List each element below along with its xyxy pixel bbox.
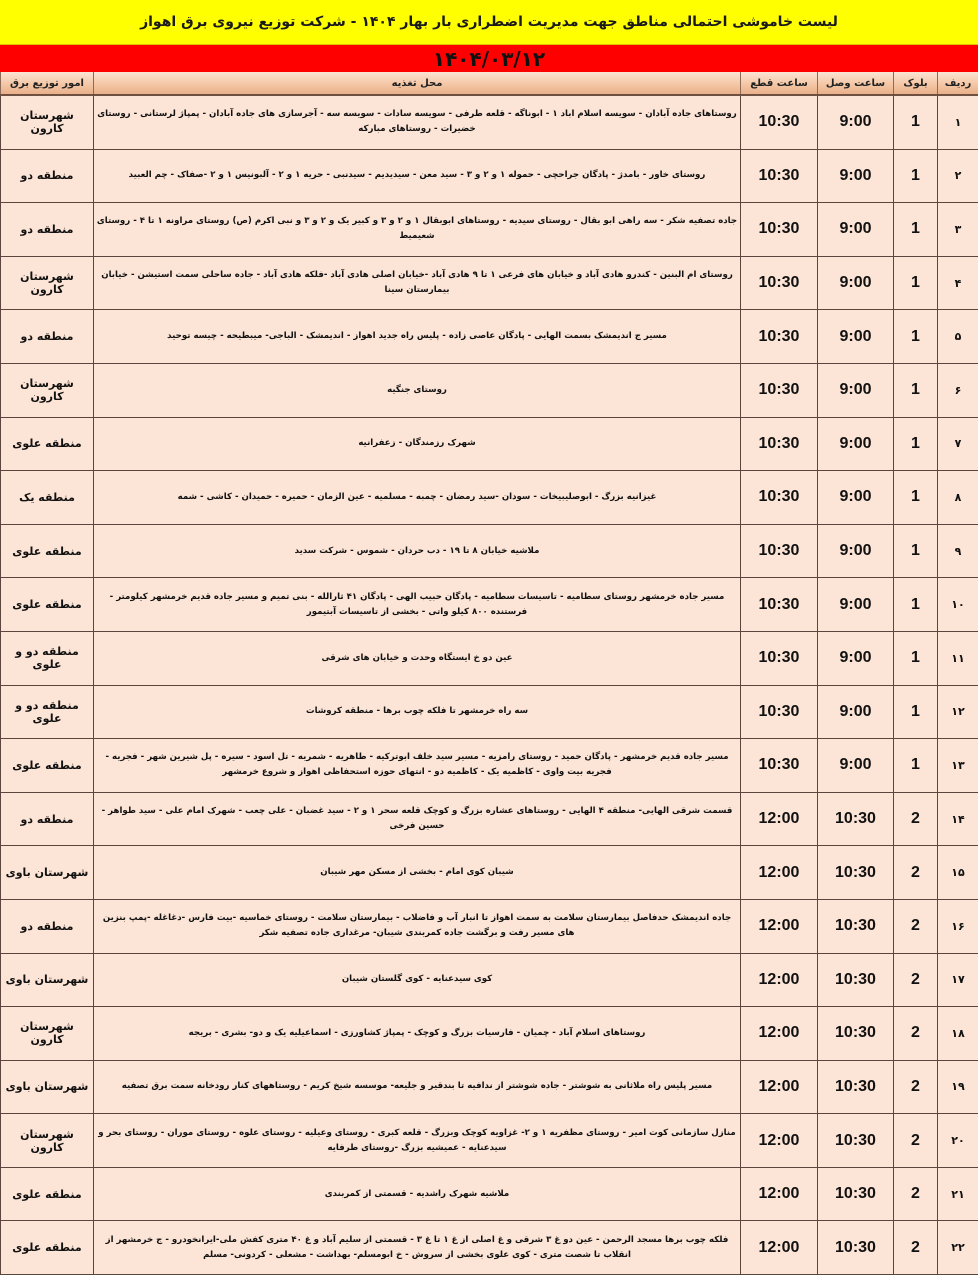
feed-location: عین دو خ ایستگاه وحدت و خیابان های شرقی [94, 631, 741, 685]
connect-time: 9:00 [818, 685, 894, 739]
row-number: ۱۰ [938, 578, 978, 632]
column-header-block: بلوک [894, 72, 938, 95]
feed-location: سه راه خرمشهر تا فلکه چوب برها - منطقه کروشات [94, 685, 741, 739]
connect-time: 10:30 [818, 899, 894, 953]
feed-location: روستای ام البنین - کندرو هادی آباد و خیابان های فرعی ۱ تا ۹ هادی آباد -خیابان اصلی هادی آباد -فلکه هادی آباد - جاده ساحلی سمت استیشن - خیابان بیمارستان سینا [94, 256, 741, 310]
distribution-district: منطقه یک [1, 471, 94, 525]
connect-time: 9:00 [818, 310, 894, 364]
table-row [1, 899, 978, 953]
row-number: ۹ [938, 524, 978, 578]
feed-location: غیزانیه بزرگ - ابوصلیبیخات - سودان -سید رمضان - چمبه - مسلمیه - عین الزمان - حمیره - حمیدان - کاشی - شمه [94, 471, 741, 525]
table-row [1, 256, 978, 310]
outage-schedule-table [0, 72, 978, 1275]
table-row [1, 203, 978, 257]
feed-location: شهرک رزمندگان - زعفرانیه [94, 417, 741, 471]
table-row [1, 1167, 978, 1221]
row-number: ۵ [938, 310, 978, 364]
block-number: 1 [894, 149, 938, 203]
table-row [1, 1221, 978, 1275]
distribution-district: منطقه دو [1, 792, 94, 846]
feed-location: روستای خاور - بامدژ - پادگان جراحچی - حموله ۱ و ۲ و ۳ - سید معن - سیدیدیم - سیدنبی - حریه ۱ و ۲ - آلبونیس ۱ و ۲ -صفاک - چم العبید [94, 149, 741, 203]
connect-time: 9:00 [818, 149, 894, 203]
schedule-date: ۱۴۰۴/۰۳/۱۲ [0, 45, 978, 72]
cut-time: 10:30 [741, 685, 818, 739]
block-number: 1 [894, 631, 938, 685]
connect-time: 9:00 [818, 256, 894, 310]
feed-location: قسمت شرقی الهایی- منطقه ۴ الهایی - روستاهای عشاره بزرگ و کوچک قلعه سحر ۱ و ۲ - سید غضبان - علی چعب - شهرک امام علی - سید طواهر - حسین فرخی [94, 792, 741, 846]
feed-location: روستاهای جاده آبادان - سویسه اسلام اباد ۱ - ابوناگه - قلعه طرفی - سویسه سادات - سویسه سه - آجرسازی های جاده آبادان - پمپاژ لرستانی - روستای خضیرات - روستاهای مبارکه [94, 95, 741, 149]
distribution-district: منطقه دو [1, 149, 94, 203]
block-number: 2 [894, 1060, 938, 1114]
column-header-location: محل تغذیه [94, 72, 741, 95]
table-row [1, 739, 978, 793]
feed-location: مسیر جاده قدیم خرمشهر - پادگان حمید - روستای رامزیه - مسیر سید خلف ابوترکیه - طاهریه - شمریه - تل اسود - سیره - پل شیرین شهر - فجریه - فجریه بیت واوی - کاظمیه یک - کاظمیه دو - انتهای حوزه استحفاظی اهواز و شروع خرمشهر [94, 739, 741, 793]
distribution-district: شهرستان کارون [1, 95, 94, 149]
column-header-cut-time: ساعت قطع [741, 72, 818, 95]
feed-location: روستاهای اسلام آباد - چمیان - فارسیات بزرگ و کوچک - پمپاژ کشاورزی - اسماعیلیه یک و دو- بشری - بریجه [94, 1007, 741, 1061]
table-row [1, 471, 978, 525]
connect-time: 10:30 [818, 1060, 894, 1114]
row-number: ۱ [938, 95, 978, 149]
feed-location: منازل سازمانی کوت امیر - روستای مظفریه ۱ و ۲- غزاویه کوچک وبزرگ - قلعه کبری - روستای وعیلیه - روستای علوه - روستای موران - روستای بحر و سیدعنایه - عمیشیه بزرگ -روستای طرفایه [94, 1114, 741, 1168]
row-number: ۲ [938, 149, 978, 203]
block-number: 2 [894, 1167, 938, 1221]
block-number: 1 [894, 417, 938, 471]
block-number: 1 [894, 310, 938, 364]
connect-time: 9:00 [818, 417, 894, 471]
feed-location: کوی سیدعنایه - کوی گلستان شیبان [94, 953, 741, 1007]
row-number: ۶ [938, 363, 978, 417]
block-number: 1 [894, 524, 938, 578]
connect-time: 9:00 [818, 631, 894, 685]
feed-location: جاده اندیمشک حدفاصل بیمارستان سلامت به سمت اهواز تا انبار آب و فاضلاب - بیمارستان سلامت - روستای خماسیه -بیت فارس -دغاغله -پمپ بنزین های مسیر رفت و برگشت جاده کمربندی شیبان- مرغداری جاده تصفیه شکر [94, 899, 741, 953]
connect-time: 9:00 [818, 363, 894, 417]
connect-time: 9:00 [818, 524, 894, 578]
cut-time: 10:30 [741, 417, 818, 471]
column-header-district: امور توزیع برق [1, 72, 94, 95]
table-row [1, 95, 978, 149]
row-number: ۳ [938, 203, 978, 257]
block-number: 2 [894, 899, 938, 953]
feed-location: روستای جنگیه [94, 363, 741, 417]
table-row [1, 578, 978, 632]
connect-time: 10:30 [818, 1114, 894, 1168]
cut-time: 12:00 [741, 1060, 818, 1114]
distribution-district: منطقه علوی [1, 524, 94, 578]
table-row [1, 1060, 978, 1114]
block-number: 1 [894, 363, 938, 417]
connect-time: 9:00 [818, 739, 894, 793]
table-row [1, 310, 978, 364]
feed-location: شیبان کوی امام - بخشی از مسکن مهر شیبان [94, 846, 741, 900]
cut-time: 12:00 [741, 846, 818, 900]
row-number: ۱۸ [938, 1007, 978, 1061]
distribution-district: منطقه علوی [1, 417, 94, 471]
cut-time: 10:30 [741, 203, 818, 257]
connect-time: 9:00 [818, 203, 894, 257]
cut-time: 10:30 [741, 310, 818, 364]
cut-time: 10:30 [741, 578, 818, 632]
cut-time: 12:00 [741, 953, 818, 1007]
distribution-district: منطقه علوی [1, 739, 94, 793]
distribution-district: منطقه دو [1, 203, 94, 257]
block-number: 2 [894, 846, 938, 900]
distribution-district: شهرستان کارون [1, 256, 94, 310]
connect-time: 10:30 [818, 1007, 894, 1061]
feed-location: جاده تصفیه شکر - سه راهی ابو بقال - روستای سیدیه - روستاهای ابوبقال ۱ و ۲ و ۳ و کبیر یک و ۲ و ۳ و نبی اکرم (ص) روستای مراونه ۱ تا ۴ - روستای شعیمیط [94, 203, 741, 257]
block-number: 2 [894, 1007, 938, 1061]
cut-time: 10:30 [741, 95, 818, 149]
row-number: ۱۴ [938, 792, 978, 846]
block-number: 1 [894, 739, 938, 793]
table-row [1, 631, 978, 685]
table-row [1, 685, 978, 739]
distribution-district: منطقه علوی [1, 578, 94, 632]
block-number: 1 [894, 95, 938, 149]
cut-time: 10:30 [741, 471, 818, 525]
distribution-district: منطقه دو [1, 899, 94, 953]
row-number: ۴ [938, 256, 978, 310]
cut-time: 12:00 [741, 1221, 818, 1275]
row-number: ۲۱ [938, 1167, 978, 1221]
cut-time: 10:30 [741, 739, 818, 793]
column-header-connect-time: ساعت وصل [818, 72, 894, 95]
cut-time: 12:00 [741, 1114, 818, 1168]
feed-location: ملاشیه شهرک راشدیه - قسمتی از کمربندی [94, 1167, 741, 1221]
row-number: ۲۰ [938, 1114, 978, 1168]
block-number: 1 [894, 685, 938, 739]
feed-location: مسیر پلیس راه ملاثانی به شوشتر - جاده شوشتر از ندافیه تا بندقیر و جلیعه- موسسه شیخ کریم - روستاههای کنار رودخانه سمت برق تصفیه [94, 1060, 741, 1114]
distribution-district: منطقه دو و علوی [1, 685, 94, 739]
feed-location: مسیر ج اندیمشک بسمت الهایی - پادگان عاصی زاده - پلیس راه جدید اهواز - اندیمشک - الباجی- میبطیحه - چیسه توحید [94, 310, 741, 364]
row-number: ۱۲ [938, 685, 978, 739]
cut-time: 12:00 [741, 1167, 818, 1221]
row-number: ۱۶ [938, 899, 978, 953]
table-row [1, 363, 978, 417]
connect-time: 9:00 [818, 95, 894, 149]
distribution-district: شهرستان باوی [1, 846, 94, 900]
block-number: 2 [894, 953, 938, 1007]
row-number: ۱۱ [938, 631, 978, 685]
block-number: 2 [894, 792, 938, 846]
distribution-district: منطقه علوی [1, 1221, 94, 1275]
connect-time: 10:30 [818, 1221, 894, 1275]
cut-time: 10:30 [741, 631, 818, 685]
distribution-district: شهرستان کارون [1, 363, 94, 417]
table-row [1, 417, 978, 471]
table-row [1, 846, 978, 900]
block-number: 1 [894, 578, 938, 632]
block-number: 1 [894, 256, 938, 310]
feed-location: مسیر جاده خرمشهر روستای سطامیه - تاسیسات سطامیه - پادگان حبیب الهی - پادگان ۴۱ ثارالله - بنی تمیم و مسیر جاده قدیم خرمشهر کیلومتر - فرستنده ۸۰۰ کیلو واتی - بخشی از تاسیسات آبتیمور [94, 578, 741, 632]
row-number: ۱۵ [938, 846, 978, 900]
row-number: ۱۳ [938, 739, 978, 793]
distribution-district: شهرستان کارون [1, 1007, 94, 1061]
connect-time: 9:00 [818, 471, 894, 525]
feed-location: فلکه چوب برها مسجد الرحمن - عین دو غ ۳ شرقی و غ اصلی از غ ۱ تا غ ۳ - قسمتی از سلیم آباد و غ ۴۰ متری کفش ملی-ایرانخودرو - ج خرمشهر از انقلاب تا شصت متری - کوی علوی بخشی از سروش - خ ابومسلم- بهداشت - مشعلی - کردونی- مسلم [94, 1221, 741, 1275]
distribution-district: منطقه علوی [1, 1167, 94, 1221]
table-header-row [1, 72, 978, 95]
row-number: ۱۷ [938, 953, 978, 1007]
block-number: 1 [894, 471, 938, 525]
row-number: ۸ [938, 471, 978, 525]
page-title: لیست خاموشی احتمالی مناطق جهت مدیریت اضطراری بار بهار ۱۴۰۴ - شرکت توزیع نیروی برق اهواز [0, 0, 978, 45]
column-header-row: ردیف [938, 72, 978, 95]
table-body [1, 95, 978, 1275]
feed-location: ملاشیه خیابان ۸ تا ۱۹ - دب حردان - شموس - شرکت سدید [94, 524, 741, 578]
cut-time: 12:00 [741, 792, 818, 846]
row-number: ۲۲ [938, 1221, 978, 1275]
table-row [1, 1007, 978, 1061]
distribution-district: منطقه دو و علوی [1, 631, 94, 685]
block-number: 1 [894, 203, 938, 257]
distribution-district: شهرستان باوی [1, 1060, 94, 1114]
connect-time: 9:00 [818, 578, 894, 632]
cut-time: 10:30 [741, 524, 818, 578]
distribution-district: شهرستان باوی [1, 953, 94, 1007]
table-row [1, 792, 978, 846]
connect-time: 10:30 [818, 846, 894, 900]
block-number: 2 [894, 1221, 938, 1275]
distribution-district: منطقه دو [1, 310, 94, 364]
cut-time: 10:30 [741, 256, 818, 310]
cut-time: 12:00 [741, 899, 818, 953]
table-row [1, 1114, 978, 1168]
cut-time: 12:00 [741, 1007, 818, 1061]
connect-time: 10:30 [818, 1167, 894, 1221]
row-number: ۷ [938, 417, 978, 471]
block-number: 2 [894, 1114, 938, 1168]
table-row [1, 953, 978, 1007]
table-row [1, 149, 978, 203]
connect-time: 10:30 [818, 953, 894, 1007]
table-row [1, 524, 978, 578]
cut-time: 10:30 [741, 149, 818, 203]
distribution-district: شهرستان کارون [1, 1114, 94, 1168]
connect-time: 10:30 [818, 792, 894, 846]
row-number: ۱۹ [938, 1060, 978, 1114]
cut-time: 10:30 [741, 363, 818, 417]
